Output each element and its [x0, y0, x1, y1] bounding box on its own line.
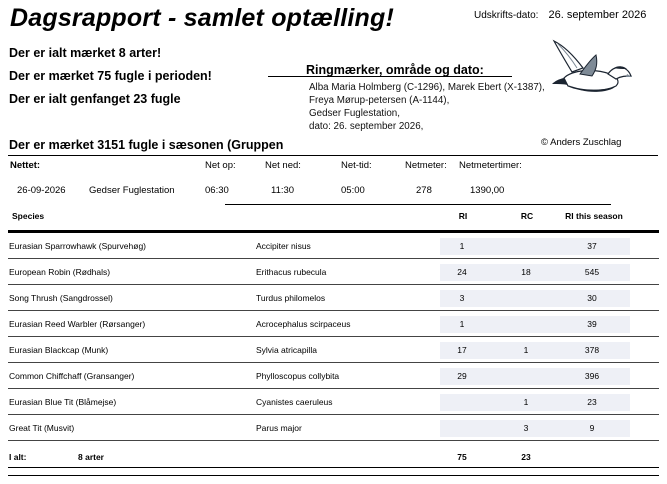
- species-latin: Acrocephalus scirpaceus: [256, 319, 351, 329]
- net-header-net: Nettet:: [10, 160, 41, 171]
- net-date: 26-09-2026: [17, 185, 66, 196]
- species-name: Eurasian Blackcap (Munk): [9, 345, 109, 355]
- species-latin: Sylvia atricapilla: [256, 345, 317, 355]
- net-divider-bottom: [225, 204, 611, 205]
- ri-count: 1: [459, 319, 465, 329]
- table-row: [8, 312, 659, 337]
- net-close-time: 11:30: [271, 185, 295, 196]
- net-header-time: Net-tid:: [341, 160, 372, 171]
- summary-species: Der er ialt mærket 8 arter!: [9, 46, 162, 60]
- season-count: 30: [587, 293, 597, 303]
- season-count: 378: [584, 345, 600, 355]
- summary-ringed: Der er mærket 75 fugle i perioden!: [9, 69, 212, 83]
- season-count: 39: [587, 319, 597, 329]
- rc-count: 1: [523, 345, 529, 355]
- season-count: 396: [584, 371, 600, 381]
- species-latin: Accipiter nisus: [256, 241, 311, 251]
- table-row: [8, 390, 659, 415]
- net-meters: 278: [416, 185, 432, 196]
- species-name: Eurasian Blue Tit (Blåmejse): [9, 397, 117, 407]
- ri-count: 24: [457, 267, 467, 277]
- column-header-ri-season: RI this season: [565, 211, 623, 221]
- rc-count: 3: [523, 423, 529, 433]
- total-row: [8, 444, 659, 468]
- table-row: [8, 338, 659, 363]
- ri-count: 17: [457, 345, 467, 355]
- total-species-count: 8 arter: [78, 452, 104, 462]
- rc-count: 1: [523, 397, 529, 407]
- species-name: European Robin (Rødhals): [9, 267, 111, 277]
- eider-duck-icon: [550, 38, 632, 100]
- rc-count: 18: [521, 267, 531, 277]
- print-date-label: Udskrifts-dato:: [474, 10, 539, 21]
- print-date: [474, 9, 646, 21]
- table-row: [8, 234, 659, 259]
- ri-count: 3: [459, 293, 465, 303]
- net-station: Gedser Fuglestation: [89, 185, 175, 196]
- table-bottom-rule: [8, 467, 659, 468]
- table-row: [8, 416, 659, 441]
- species-name: Eurasian Reed Warbler (Rørsanger): [9, 319, 146, 329]
- ringers-names: Alba Maria Holmberg (C-1296), Marek Ebert (X-1387), Freya Mørup-petersen (A-1144),: [309, 82, 545, 106]
- cell-shading: [503, 316, 567, 333]
- species-name: Eurasian Sparrowhawk (Spurvehøg): [9, 241, 147, 251]
- ringers-block: [309, 81, 547, 133]
- cell-shading: [503, 368, 567, 385]
- ri-count: 1: [459, 241, 465, 251]
- species-latin: Phylloscopus collybita: [256, 371, 340, 381]
- net-divider-top: [8, 155, 658, 156]
- species-name: Common Chiffchaff (Gransanger): [9, 371, 135, 381]
- copyright-notice: © Anders Zuschlag: [541, 137, 622, 148]
- ri-count: 29: [457, 371, 467, 381]
- total-label: I alt:: [9, 452, 27, 462]
- species-latin: Cyanistes caeruleus: [256, 397, 333, 407]
- total-ri: 75: [457, 452, 467, 462]
- season-count: 23: [587, 397, 597, 407]
- column-header-species: Species: [12, 211, 45, 221]
- total-rc: 23: [521, 452, 531, 462]
- species-name: Song Thrush (Sangdrossel): [9, 293, 113, 303]
- summary-season: Der er mærket 3151 fugle i sæsonen (Gruppen: [9, 138, 284, 152]
- net-header-open: Net op:: [205, 160, 236, 171]
- net-header-meter-hours: Netmetertimer:: [459, 160, 522, 171]
- table-row: [8, 286, 659, 311]
- table-bottom-rule-2: [8, 475, 659, 476]
- cell-shading: [440, 420, 504, 437]
- species-latin: Erithacus rubecula: [256, 267, 327, 277]
- species-name: Great Tit (Musvit): [9, 423, 75, 433]
- column-header-rc: RC: [520, 211, 534, 221]
- report-title: Dagsrapport - samlet optælling!: [10, 4, 395, 32]
- ringers-station: Gedser Fuglestation,: [309, 108, 400, 119]
- species-latin: Turdus philomelos: [256, 293, 326, 303]
- ringers-divider: [268, 76, 512, 77]
- print-date-value: 26. september 2026: [548, 9, 647, 21]
- species-latin: Parus major: [256, 423, 302, 433]
- cell-shading: [440, 394, 504, 411]
- season-count: 545: [584, 267, 600, 277]
- net-duration: 05:00: [341, 185, 365, 196]
- table-row: [8, 260, 659, 285]
- ringers-date: dato: 26. september 2026,: [309, 121, 424, 132]
- ringers-heading: Ringmærker, område og dato:: [306, 63, 484, 77]
- net-header-close: Net ned:: [265, 160, 301, 171]
- summary-recaptured: Der er ialt genfanget 23 fugle: [9, 92, 181, 106]
- season-count: 9: [589, 423, 595, 433]
- net-meter-hours: 1390,00: [470, 185, 505, 196]
- table-header-rule: [8, 230, 659, 233]
- net-header-meters: Netmeter:: [405, 160, 447, 171]
- net-open-time: 06:30: [205, 185, 229, 196]
- column-header-ri: RI: [458, 211, 468, 221]
- table-row: [8, 364, 659, 389]
- cell-shading: [503, 238, 567, 255]
- season-count: 37: [587, 241, 597, 251]
- cell-shading: [503, 290, 567, 307]
